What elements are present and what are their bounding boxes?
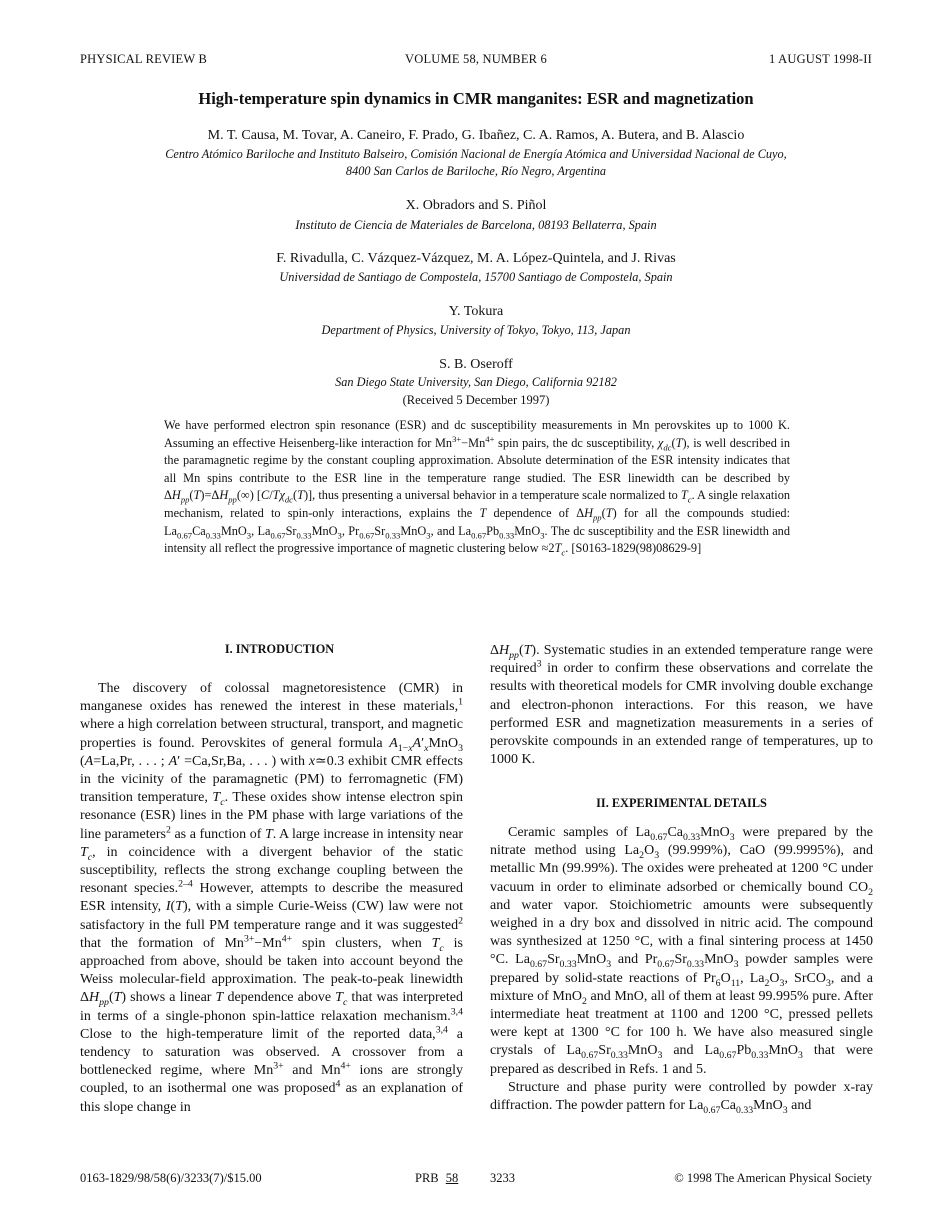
received-date: (Received 5 December 1997) <box>402 393 550 407</box>
journal-name: PHYSICAL REVIEW B <box>80 52 208 66</box>
prb-volume: 58 <box>445 1171 459 1185</box>
introduction-text-continued: $\Delta H_{pp}(T)$. Systematic studies in an extended temperature range were required$^3$ in order to confirm these observations and correlate the results with theoretical models for CMR involving double exchange and electron-phonon interactions. For this reason, we have performed ESR and magnetization measurements in a series of perovskite compounds in an extended range of temperatures, up to 1000 K. <box>490 643 873 768</box>
author-group-1: M. T. Causa, M. Tovar, A. Caneiro, F. Prado, G. Ibañez, C. A. Ramos, A. Butera, and B. Alascio <box>207 128 745 143</box>
affiliation-4: Department of Physics, University of Tokyo, Tokyo, 113, Japan <box>321 323 631 337</box>
affiliation-5: San Diego State University, San Diego, California 92182 <box>335 375 617 389</box>
affiliation-1a: Centro Atómico Bariloche and Instituto Balseiro, Comisión Nacional de Energía Atómica and Universidad Nacional de Cuyo, <box>165 147 787 161</box>
page-number: 3233 <box>490 1171 515 1185</box>
issue-date: 1 AUGUST 1998-II <box>769 52 872 66</box>
affiliation-3: Universidad de Santiago de Compostela, 15700 Santiago de Compostela, Spain <box>279 270 673 284</box>
paper-title: High-temperature spin dynamics in CMR manganites: ESR and magnetization <box>198 89 754 108</box>
section-introduction-heading: I. INTRODUCTION <box>224 642 335 656</box>
author-group-4: Y. Tokura <box>448 304 504 319</box>
introduction-text: The discovery of colossal magnetoresistence (CMR) in manganese oxides has renewed the interest in these materials,$^1$ where a high correlation between structural, transport, and magnetic properties is found. Perovskites of general formula $A_{1-x}A'_xMnO_3$ (A=La,Pr, . . . ; A′ =Ca,Sr,Ba, . . . ) with x≃0.3 exhibit CMR effects in the vicinity of the paramagnetic (PM) to ferromagnetic (FM) transition temperature, $T_c$. These oxides show intense electron spin resonance (ESR) lines in the PM phase with large variations of the line parameters$^2$ as a function of T. A large increase in intensity near $T_c$, in coincidence with a divergent behavior of the static susceptibility, reflects the strong exchange coupling between the resonant species.$^{2-4}$ However, attempts to describe the measured ESR intensity, I(T), with a simple Curie-Weiss (CW) law were not satisfactory in the full PM temperature range and it was suggested$^2$ that the formation of $Mn^{3+}-Mn^{4+}$ spin clusters, when $T_c$ is approached from above, should be taken into account beyond the Weiss molecular-field approximation. The peak-to-peak linewidth $\Delta H_{pp}(T)$ shows a linear T dependence above $T_c$ that was interpreted in terms of a single-phonon spin-lattice relaxation mechanism.$^{3,4}$ Close to the high-temperature limit of the reported data,$^{3,4}$ a tendency to saturation was observed. A crossover from a bottlenecked regime, where $Mn^{3+}$ and $Mn^{4+}$ ions are strongly coupled, to an isothermal one was proposed$^4$ as an explanation of this slope change in <box>80 681 464 1115</box>
copyright: © 1998 The American Physical Society <box>674 1171 872 1185</box>
journal-ref <box>415 1171 458 1186</box>
author-group-5: S. B. Oseroff <box>439 357 513 372</box>
section-experimental-heading: II. EXPERIMENTAL DETAILS <box>596 796 767 810</box>
pacs-code: [S0163-1829(98)08629-9] <box>571 541 702 556</box>
author-group-3: F. Rivadulla, C. Vázquez-Vázquez, M. A. López-Quintela, and J. Rivas <box>276 251 676 266</box>
experimental-text: Ceramic samples of $La_{0.67}Ca_{0.33}MnO_3$ were prepared by the nitrate method using $La_2O_3$ (99.999%), CaO (99.9995%), and metallic Mn (99.99%). The oxides were preheated at 1200 °C under vacuum in order to eliminate adsorbed or chemically bound $CO_2$ and water vapor. Stoichiometric amounts were subsequently weighed in a dry box and dissolved in nitric acid. The compound was synthesized at 1250 °C, with a final sintering process at 1450 °C. $La_{0.67}Sr_{0.33}MnO_3$ and $Pr_{0.67}Sr_{0.33}MnO_3$ powder samples were prepared by solid-state reactions of $Pr_6O_{11}$, $La_2O_3$, SrCO$_3$, and a mixture of MnO$_2$ and MnO, all of them at least 99.995% pure. After intermediate heat treatment at 1100 and 1200 °C, pressed pellets were kept at 1300 °C for 100 h. We have also measured single crystals of $La_{0.67}Sr_{0.33}MnO_3$ and $La_{0.67}Pb_{0.33}MnO_3$ that were prepared as described in Refs. 1 and 5. Structure and phase purity were controlled by powder x-ray diffraction. The powder pattern for $La_{0.67}Ca_{0.33}MnO_3$ and <box>490 825 874 1116</box>
issn-code: 0163-1829/98/58(6)/3233(7)/$15.00 <box>80 1171 262 1185</box>
volume-info: VOLUME 58, NUMBER 6 <box>405 52 547 66</box>
author-group-2: X. Obradors and S. Piñol <box>405 198 547 213</box>
affiliation-1b: 8400 San Carlos de Bariloche, Río Negro, Argentina <box>345 164 607 178</box>
affiliation-2: Instituto de Ciencia de Materiales de Barcelona, 08193 Bellaterra, Spain <box>295 218 657 232</box>
prb-label: PRB <box>415 1171 439 1185</box>
abstract: We have performed electron spin resonance (ESR) and dc susceptibility measurements in Mn perovskites up to 1000 K. Assuming an effective Heisenberg-like interaction for $Mn^{3+}-Mn^{4+}$ spin pairs, the dc susceptibility, $\chi_{dc}(T)$, is well described in the paramagnetic regime by the constant coupling approximation. Absolute determination of the ESR intensity indicates that all Mn spins contribute to the ESR line in the temperature range studied. The ESR linewidth can be described by $\Delta H_{pp}(T)=\Delta H_{pp}(\infty)$ $[C/T\chi_{dc}(T)]$, thus presenting a universal behavior in a temperature scale normalized to $T_c$. A single relaxation mechanism, related to spin-only interactions, explains the T dependence of $\Delta H_{pp}(T)$ for all the compounds studied: $La_{0.67}Ca_{0.33}MnO_3$, $La_{0.67}Sr_{0.33}MnO_3$, $Pr_{0.67}Sr_{0.33}MnO_3$, and $La_{0.67}Pb_{0.33}MnO_3$. The dc susceptibility and the ESR linewidth and intensity all reflect the progressive importance of magnetic clustering below $\approx 2T_c$. [S0163-1829(98)08629-9] <box>164 418 790 558</box>
